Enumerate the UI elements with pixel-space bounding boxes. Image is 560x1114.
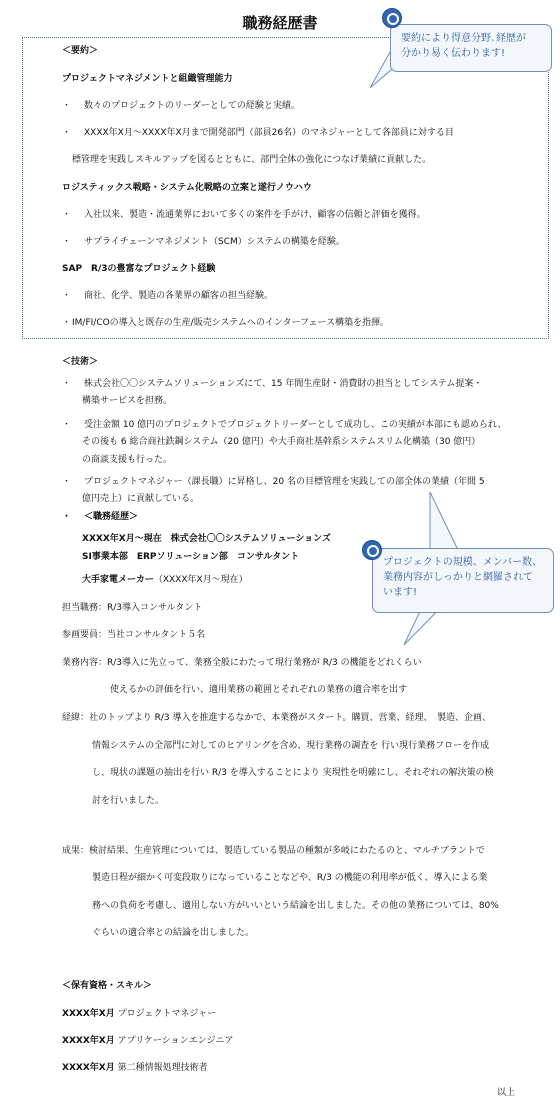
callout-line: 業務内容がしっかりと網羅されて xyxy=(383,572,533,583)
process-line: 討を行いました。 xyxy=(92,796,165,806)
result-line: 成果：検討結果、生産管理については、製造している製品の種類が多岐にわたるのと、マルチプラントで xyxy=(62,846,485,856)
period-company: XXXX年X月〜現在 株式会社〇〇システムソリューションズ xyxy=(82,534,331,544)
callout-bubble-career xyxy=(372,548,554,613)
department: SI事業本部 ERPソリューション部 コンサルタント xyxy=(82,552,300,562)
qualification-item: XXXX年X月 第二種情報処理技術者 xyxy=(62,1063,208,1073)
sap-heading: SAP R/3の豊富なプロジェクト経験 xyxy=(62,264,216,274)
list-item-continued: 構築サービスを担務。 xyxy=(82,396,173,406)
members: 参画要員：当社コンサルタント５名 xyxy=(62,630,206,640)
callout-line: プロジェクトの規模、メンバー数、 xyxy=(383,557,543,568)
role: 担当職務：R/3導入コンサルタント xyxy=(62,603,203,613)
content-line: 使えるかの評価を行い、適用業務の範囲とそれぞれの業務の適合率を出す xyxy=(110,685,408,695)
logi-heading: ロジスティックス戦略・システム化戦略の立案と遂行ノウハウ xyxy=(62,183,312,193)
callout-line: 分かり易く伝わります! xyxy=(401,48,506,59)
list-item: ・IM/FI/COの導入と既存の生産/販売システムへのインターフェース構築を指揮。 xyxy=(62,318,390,328)
list-item: ・ 入社以来、製造・流通業界において多くの案件を手がけ、顧客の信頼と評価を獲得。 xyxy=(62,210,426,220)
list-item-continued: 標管理を実践しスキルアップを図るとともに、部門全体の強化につなげ業績に貢献した。 xyxy=(72,155,432,165)
career-heading: ・ ＜職務経歴＞ xyxy=(62,512,139,522)
circle-badge-icon xyxy=(382,8,402,28)
list-item: ・ サプライチェーンマネジメント（SCM）システムの構築を経験。 xyxy=(62,237,345,247)
callout-bubble-summary xyxy=(390,24,552,72)
document-title: 職務経歴書 xyxy=(242,14,318,32)
qualification-item: XXXX年X月 プロジェクトマネジャー xyxy=(62,1009,217,1019)
content-line: 業務内容：R/3導入に先立って、業務全般にわたって現行業務が R/3 の機能をどれくらい xyxy=(62,658,422,668)
list-item: ・ 商社、化学、製造の各業界の顧客の担当経験。 xyxy=(62,291,274,301)
client: 大手家電メーカー（XXXX年X月〜現在） xyxy=(82,575,248,585)
process-line: し、現状の課題の抽出を行い R/3 を導入することにより 実現性を明確にし、それぞれの解決策の検 xyxy=(92,768,494,778)
end-mark: 以上 xyxy=(497,1088,516,1098)
process-line: 経緯：社のトップより R/3 導入を推進するなかで、本業務がスタート。購買、営業、経理、 製造、企画、 xyxy=(62,713,491,723)
list-item: ・ 受注金額 10 億円のプロジェクトでプロジェクトリーダーとして成功し、この実績が本部にも認められ、 xyxy=(62,420,507,430)
skills-heading: ＜技術＞ xyxy=(62,357,99,367)
callout-line: 要約により得意分野､経歴が xyxy=(401,33,526,44)
qualification-item: XXXX年X月 アプリケーションエンジニア xyxy=(62,1036,234,1046)
qualifications-heading: ＜保有資格・スキル＞ xyxy=(62,981,152,991)
circle-badge-icon xyxy=(362,540,382,560)
callout-line: います! xyxy=(383,587,418,598)
result-line: 務への負荷を考慮し、適用しない方がいいという結論を出しました。その他の業務については、80% xyxy=(92,901,499,911)
pm-heading: プロジェクトマネジメントと組織管理能力 xyxy=(62,74,233,84)
list-item: ・ XXXX年X月〜XXXX年X月まで開発部門（部員26名）のマネジャーとして各部員に対する目 xyxy=(62,128,454,138)
list-item: ・ 株式会社〇〇システムソリューションズにて、15 年間生産財・消費財の担当としてシステム提案・ xyxy=(62,379,483,389)
list-item-continued: 億円売上）に貢献している。 xyxy=(82,494,200,504)
result-line: 製造日程が細かく可変段取りになっていることなどや、R/3 の機能の利用率が低く、導入による業 xyxy=(92,873,488,883)
list-item: ・ プロジェクトマネジャー（課長職）に昇格し、20 名の目標管理を実践しての部全体の業績（年間 5 xyxy=(62,477,485,487)
list-item: ・ 数々のプロジェクトのリーダーとしての経験と実績。 xyxy=(62,101,300,111)
result-line: ぐらいの適合率との結論を出しました。 xyxy=(92,928,255,938)
list-item-continued: の商談支援も行った。 xyxy=(82,455,173,465)
list-item-continued: その後も 6 総合商社鉄鋼システム（20 億円）や大手商社基幹系システムスリム化構築（30 億円） xyxy=(82,437,481,447)
summary-heading: ＜要約＞ xyxy=(62,46,99,56)
process-line: 情報システムの全部門に対してのヒアリングを含め、現行業務の調査を 行い現行業務フローを作成 xyxy=(92,741,490,751)
